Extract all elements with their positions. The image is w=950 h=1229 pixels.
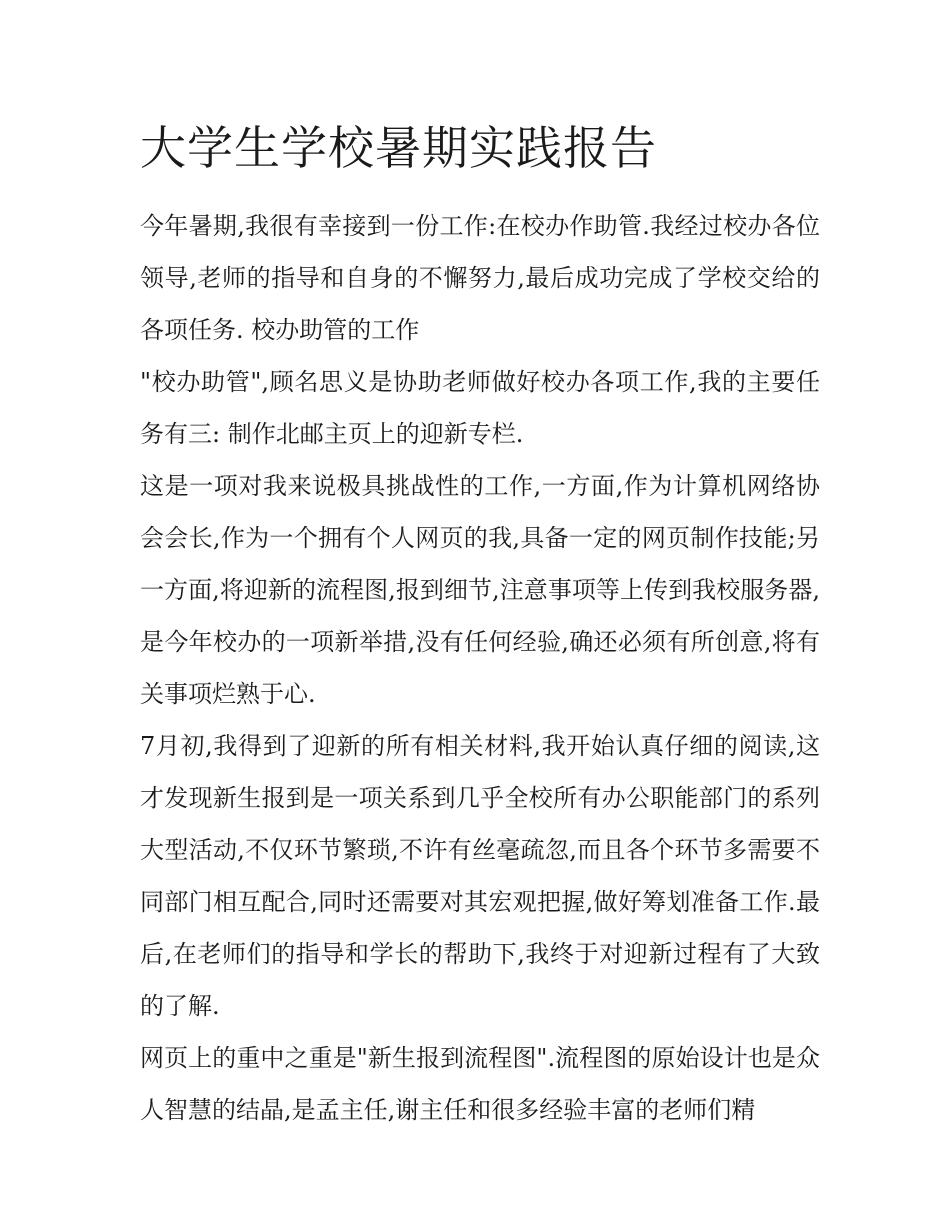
paragraph-intro: 今年暑期,我很有幸接到一份工作:在校办作助管.我经过校办各位领导,老师的指导和自身的不懈努力,最后成功完成了学校交给的各项任务. 校办助管的工作: [140, 212, 820, 344]
paragraph-july: 7月初,我得到了迎新的所有相关材料,我开始认真仔细的阅读,这才发现新生报到是一项关系到几乎全校所有办公职能部门的系列大型活动,不仅环节繁琐,不许有丝毫疏忽,而且各个环节多需要不同部门相互配合,同时还需要对其宏观把握,做好筹划准备工作.最后,在老师们的指导和学长的帮助下,我终于对迎新过程有了大致的了解.: [140, 732, 820, 1020]
paragraph-flowchart: 网页上的重中之重是"新生报到流程图".流程图的原始设计也是众人智慧的结晶,是孟主任,谢主任和很多经验丰富的老师们精: [140, 1044, 820, 1124]
document-page: [140, 118, 820, 1136]
paragraph-tasks: "校办助管",顾名思义是协助老师做好校办各项工作,我的主要任务有三: 制作北邮主页上的迎新专栏.: [140, 368, 820, 448]
paragraph-challenge: 这是一项对我来说极具挑战性的工作,一方面,作为计算机网络协会会长,作为一个拥有个人网页的我,具备一定的网页制作技能;另一方面,将迎新的流程图,报到细节,注意事项等上传到我校服务器,是今年校办的一项新举措,没有任何经验,确还必须有所创意,将有关事项烂熟于心.: [140, 472, 820, 708]
document-title: 大学生学校暑期实践报告: [140, 121, 657, 175]
